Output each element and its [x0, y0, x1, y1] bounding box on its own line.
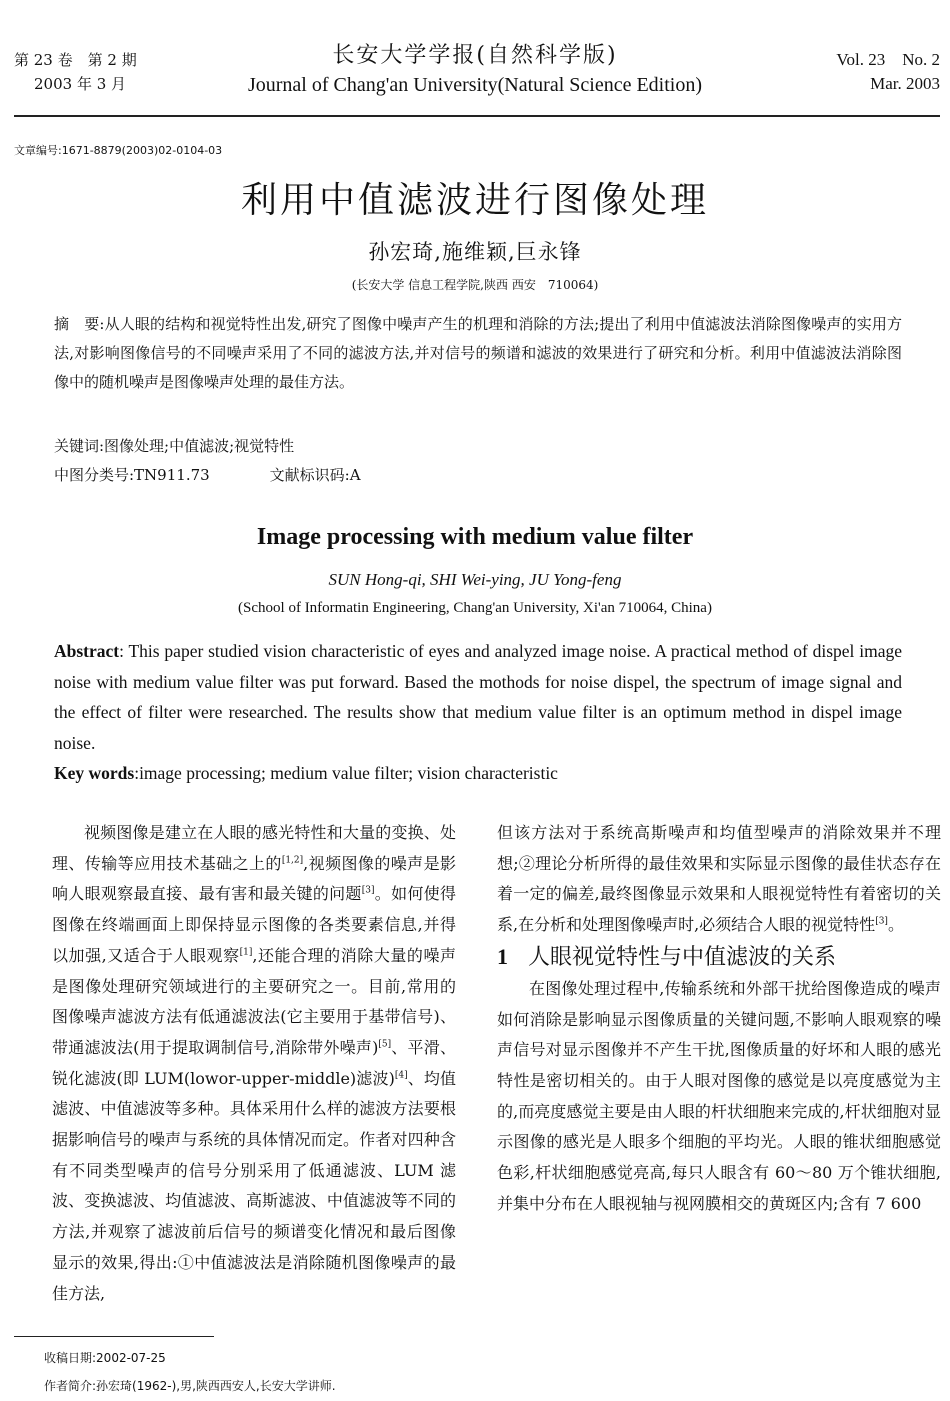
- header-issue-cn: [14, 48, 137, 96]
- section-number: 1: [497, 943, 508, 969]
- document-code: 文献标识码:A: [269, 466, 361, 484]
- title-en: Image processing with medium value filter: [256, 524, 694, 550]
- date-cn: 2003 年 3 月: [34, 75, 127, 93]
- intro-text-4: ,还能合理的消除大量的噪声是图像处理研究领域进行的主要研究之一。目前,常用的图像噪声滤波方法有低通滤波法(它主要用于基带信号)、带通滤波法(用于提取调制信号,消除带外噪声): [52, 945, 456, 1057]
- abstract-en-label: Abstract: [54, 641, 120, 661]
- footnote-rule: [14, 1336, 214, 1337]
- abstract-cn-label: 摘 要:: [54, 315, 105, 333]
- journal-name-cn: 长安大学学报(自然科学版): [332, 43, 618, 68]
- journal-name: [200, 40, 750, 98]
- footnote-received: 收稿日期:2002-07-25: [44, 1351, 166, 1365]
- volume-issue-cn: 第 23 卷 第 2 期: [14, 51, 137, 69]
- intro-text-3: 。如何使得图像在终端画面上即保持显示图像的各类要素信息,并得以加强,又适合于人眼观察: [52, 884, 456, 965]
- section-title: 人眼视觉特性与中值滤波的关系: [528, 944, 837, 970]
- abstract-en: [54, 636, 902, 758]
- classification: [54, 461, 361, 490]
- abstract-cn: [54, 310, 902, 397]
- body-left-column: [52, 818, 456, 1309]
- abstract-cn-text: 从人眼的结构和视觉特性出发,研究了图像中噪声产生的机理和消除的方法;提出了利用中值滤波法消除图像噪声的实用方法,对影响图像信号的不同噪声采用了不同的滤波方法,并对信号的频谱和滤波的效果进行了研究和分析。利用中值滤波法消除图像中的随机噪声是图像噪声处理的最佳方法。: [54, 315, 902, 391]
- intro-text-6: 、均值滤波、中值滤波等多种。具体采用什么样的滤波方法要根据影响信号的噪声与系统的具体情况而定。作者对四种含有不同类型噪声的信号分别采用了低通滤波、LUM 滤波、变换滤波、均值滤波、高斯滤波、中值滤波等不同的方法,并观察了滤波前后信号的频谱变化情况和最后图像显示的效果,得出:①中值滤波法是消除随机图像噪声的最佳方法,: [52, 1068, 456, 1303]
- authors-en: SUN Hong-qi, SHI Wei-ying, JU Yong-feng: [328, 570, 622, 589]
- date-en: Mar. 2003: [870, 74, 940, 93]
- section-heading: [497, 941, 941, 974]
- citation[interactable]: [3]: [875, 916, 888, 927]
- intro-text-5: 、平滑、锐化滤波(即 LUM(lowor-upper-middle)滤波): [52, 1037, 456, 1088]
- journal-name-en: Journal of Chang'an University(Natural Science Edition): [247, 74, 703, 96]
- intro-cont-text-1: 但该方法对于系统高斯噪声和均值型噪声的消除效果并不理想;②理论分析所得的最佳效果和实际显示图像的最佳状态存在着一定的偏差,最终图像显示效果和人眼视觉特性有着密切的关系,在分析和处理图像噪声时,必须结合人眼的视觉特性: [497, 823, 941, 935]
- header-rule: [14, 115, 940, 117]
- abstract-en-text: : This paper studied vision characteristic of eyes and analyzed image noise. A practical method of dispel image noise with medium value filter was put forward. Based the mothods for noise dispel, the spectrum of image signal and the effect of filter were researched. The results show that medium value filter is an optimum method in dispel image noise.: [54, 641, 902, 753]
- volume-issue-en: Vol. 23 No. 2: [836, 50, 940, 69]
- keywords-en-text: :image processing; medium value filter; vision characteristic: [134, 763, 558, 783]
- intro-continuation: [497, 818, 941, 941]
- affiliation-cn: (长安大学 信息工程学院,陕西 西安 710064): [351, 278, 599, 292]
- citation[interactable]: [3]: [361, 886, 375, 897]
- citation[interactable]: [5]: [378, 1039, 392, 1050]
- section-paragraph: 在图像处理过程中,传输系统和外部干扰给图像造成的噪声如何消除是影响显示图像质量的关键问题,不影响人眼观察的噪声信号对显示图像并不产生干扰,图像质量的好坏和人眼的感光特性是密切相关的。由于人眼对图像的感觉是以亮度感觉为主的,而亮度感觉主要是由人眼的杆状细胞来完成的,杆状细胞对显示图像的感光是人眼多个细胞的平均光。人眼的锥状细胞感觉色彩,杆状细胞感觉亮高,每只人眼含有 60～80 万个锥状细胞,并集中分布在人眼视轴与视网膜相交的黄斑区内;含有 7 600: [497, 978, 941, 1213]
- article-number: 文章编号:1671-8879(2003)02-0104-03: [14, 144, 223, 157]
- keywords-en-label: Key words: [54, 763, 135, 783]
- citation[interactable]: [1]: [239, 947, 253, 958]
- body-right-column: [497, 818, 941, 1219]
- intro-text-1: 视频图像是建立在人眼的感光特性和大量的变换、处理、传输等应用技术基础之上的: [52, 823, 456, 873]
- intro-paragraph: [52, 818, 456, 1309]
- intro-text-2: ,视频图像的噪声是影响人眼观察最直接、最有害和最关键的问题: [52, 853, 456, 904]
- header-issue-en: [836, 48, 940, 96]
- citation[interactable]: [4]: [394, 1070, 408, 1081]
- title-cn: 利用中值滤波进行图像处理: [240, 180, 709, 221]
- clc-number: 中图分类号:TN911.73: [54, 466, 210, 484]
- keywords-cn: 关键词:图像处理;中值滤波;视觉特性: [54, 437, 295, 455]
- footnote-author-bio: 作者简介:孙宏琦(1962-),男,陕西西安人,长安大学讲师.: [44, 1379, 336, 1393]
- authors-cn: 孙宏琦,施维颖,巨永锋: [368, 240, 582, 264]
- citation[interactable]: [1,2]: [281, 855, 304, 866]
- affiliation-en: (School of Informatin Engineering, Chang'an University, Xi'an 710064, China): [238, 600, 712, 616]
- keywords-en: [54, 758, 558, 788]
- intro-cont-text-2: 。: [887, 915, 904, 935]
